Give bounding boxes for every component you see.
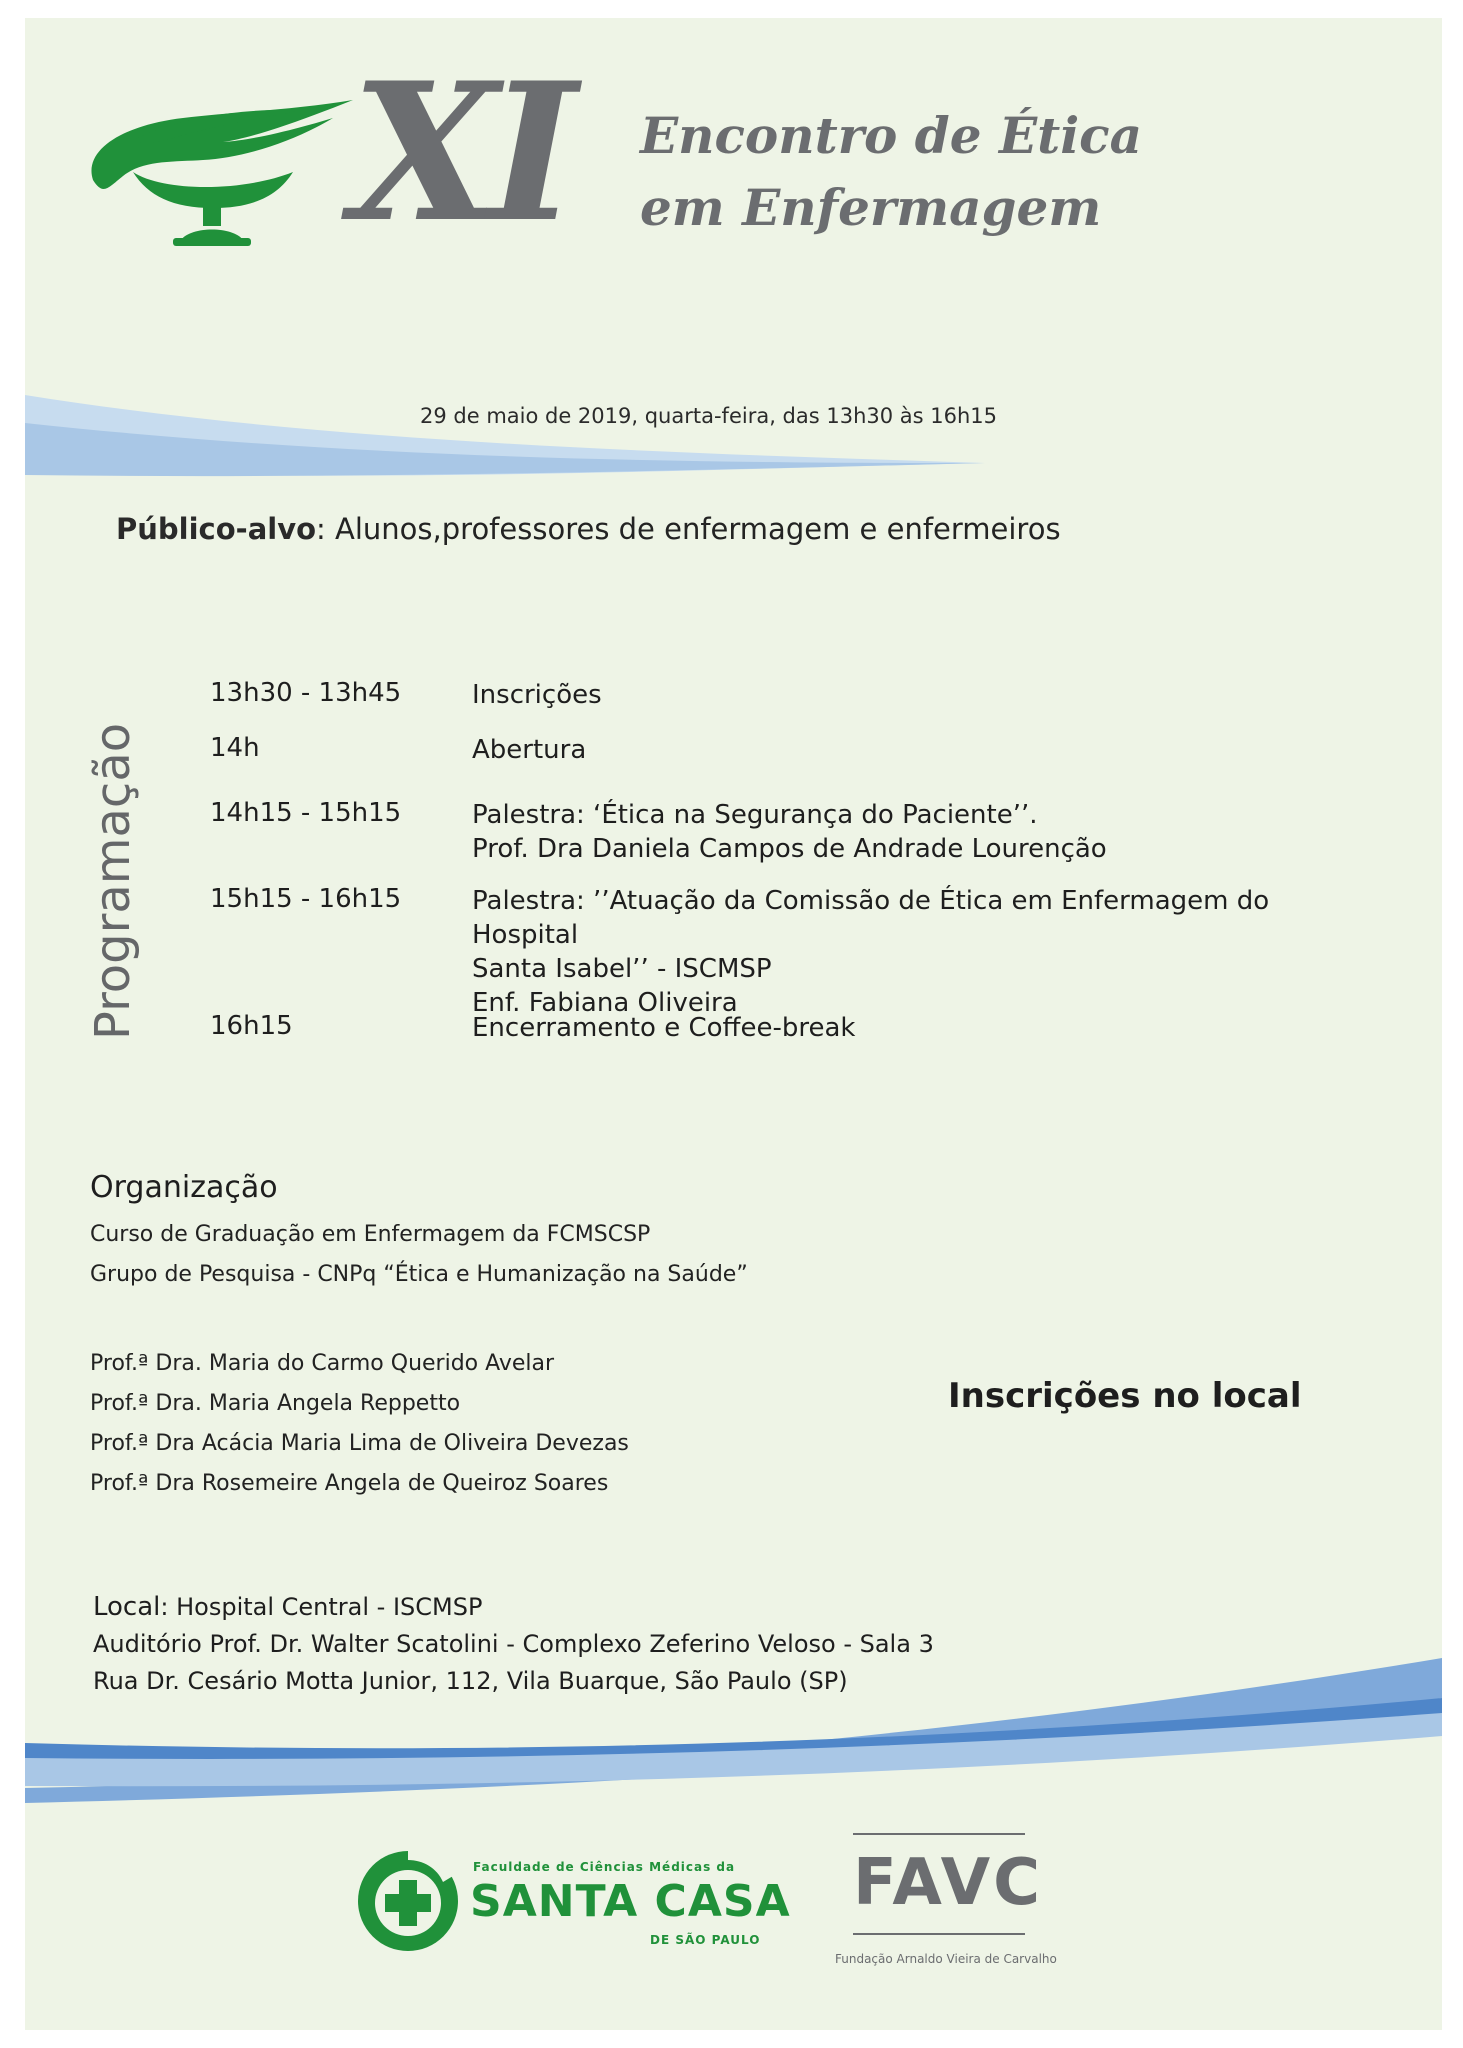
event-title-line-2: em Enfermagem <box>640 178 1102 237</box>
program-line: Encerramento e Coffee-break <box>472 1013 856 1043</box>
program-line: Palestra: ‘Ética na Segurança do Paciente’’. <box>472 800 1038 830</box>
venue-line-3: Rua Dr. Cesário Motta Junior, 112, Vila Buarque, São Paulo (SP) <box>93 1667 848 1695</box>
lamp-logo-icon <box>63 80 383 250</box>
target-audience-label: Público-alvo <box>116 512 317 546</box>
organization-line: Grupo de Pesquisa - CNPq “Ética e Humanização na Saúde” <box>90 1262 748 1287</box>
favc-logo-name: FAVC <box>853 1846 1044 1920</box>
program-time: 15h15 - 16h15 <box>210 884 402 914</box>
wave-decoration-bottom <box>25 1638 1442 1808</box>
organizer-name: Prof.ª Dra Rosemeire Angela de Queiroz Soares <box>90 1471 609 1496</box>
santa-casa-logo-name: SANTA CASA <box>470 1876 791 1927</box>
event-title-line-1: Encontro de Ética <box>640 106 1143 165</box>
event-date: 29 de maio de 2019, quarta-feira, das 13h30 às 16h15 <box>420 404 998 428</box>
organizer-name: Prof.ª Dra. Maria do Carmo Querido Avelar <box>90 1351 555 1376</box>
organizer-name: Prof.ª Dra. Maria Angela Reppetto <box>90 1391 461 1416</box>
edition-number: XI <box>351 41 568 264</box>
organization-line: Curso de Graduação em Enfermagem da FCMSCSP <box>90 1222 651 1247</box>
program-line: Abertura <box>472 735 587 765</box>
program-description <box>472 884 1352 1020</box>
program-time: 16h15 <box>210 1011 293 1041</box>
wave-decoration-top <box>25 383 1442 493</box>
organization-heading: Organização <box>90 1170 278 1205</box>
registration-note: Inscrições no local <box>948 1376 1302 1416</box>
program-description <box>472 678 1352 712</box>
program-speaker: Enf. Fabiana Oliveira <box>472 988 738 1018</box>
program-line: Santa Isabel’’ - ISCMSP <box>472 954 772 984</box>
target-audience <box>116 512 1061 546</box>
venue-line-1 <box>93 1592 482 1622</box>
venue-place: : Hospital Central - ISCMSP <box>160 1593 483 1621</box>
program-description <box>472 798 1352 866</box>
program-time: 14h <box>210 733 260 763</box>
event-title <box>640 100 1142 244</box>
program-heading: Programação <box>85 722 141 1040</box>
poster <box>25 18 1442 2030</box>
program-description <box>472 1011 1352 1045</box>
program-speaker: Prof. Dra Daniela Campos de Andrade Lourenção <box>472 834 1107 864</box>
program-line: Inscrições <box>472 680 602 710</box>
santa-casa-cross-icon <box>353 1846 463 1956</box>
favc-logo-subtitle: Fundação Arnaldo Vieira de Carvalho <box>835 1952 1057 1966</box>
program-line: Palestra: ’’Atuação da Comissão de Ética em Enfermagem do Hospital <box>472 886 1270 950</box>
organizer-name: Prof.ª Dra Acácia Maria Lima de Oliveira Devezas <box>90 1431 629 1456</box>
target-audience-text: : Alunos,professores de enfermagem e enfermeiros <box>316 512 1061 546</box>
venue-label: Local <box>93 1592 161 1622</box>
program-time: 14h15 - 15h15 <box>210 798 402 828</box>
santa-casa-logo-bottom: DE SÃO PAULO <box>650 1933 761 1947</box>
program-time: 13h30 - 13h45 <box>210 678 402 708</box>
santa-casa-logo-top: Faculdade de Ciências Médicas da <box>473 1860 736 1874</box>
program-description <box>472 733 1352 767</box>
venue-line-2: Auditório Prof. Dr. Walter Scatolini - Complexo Zeferino Veloso - Sala 3 <box>93 1630 934 1658</box>
